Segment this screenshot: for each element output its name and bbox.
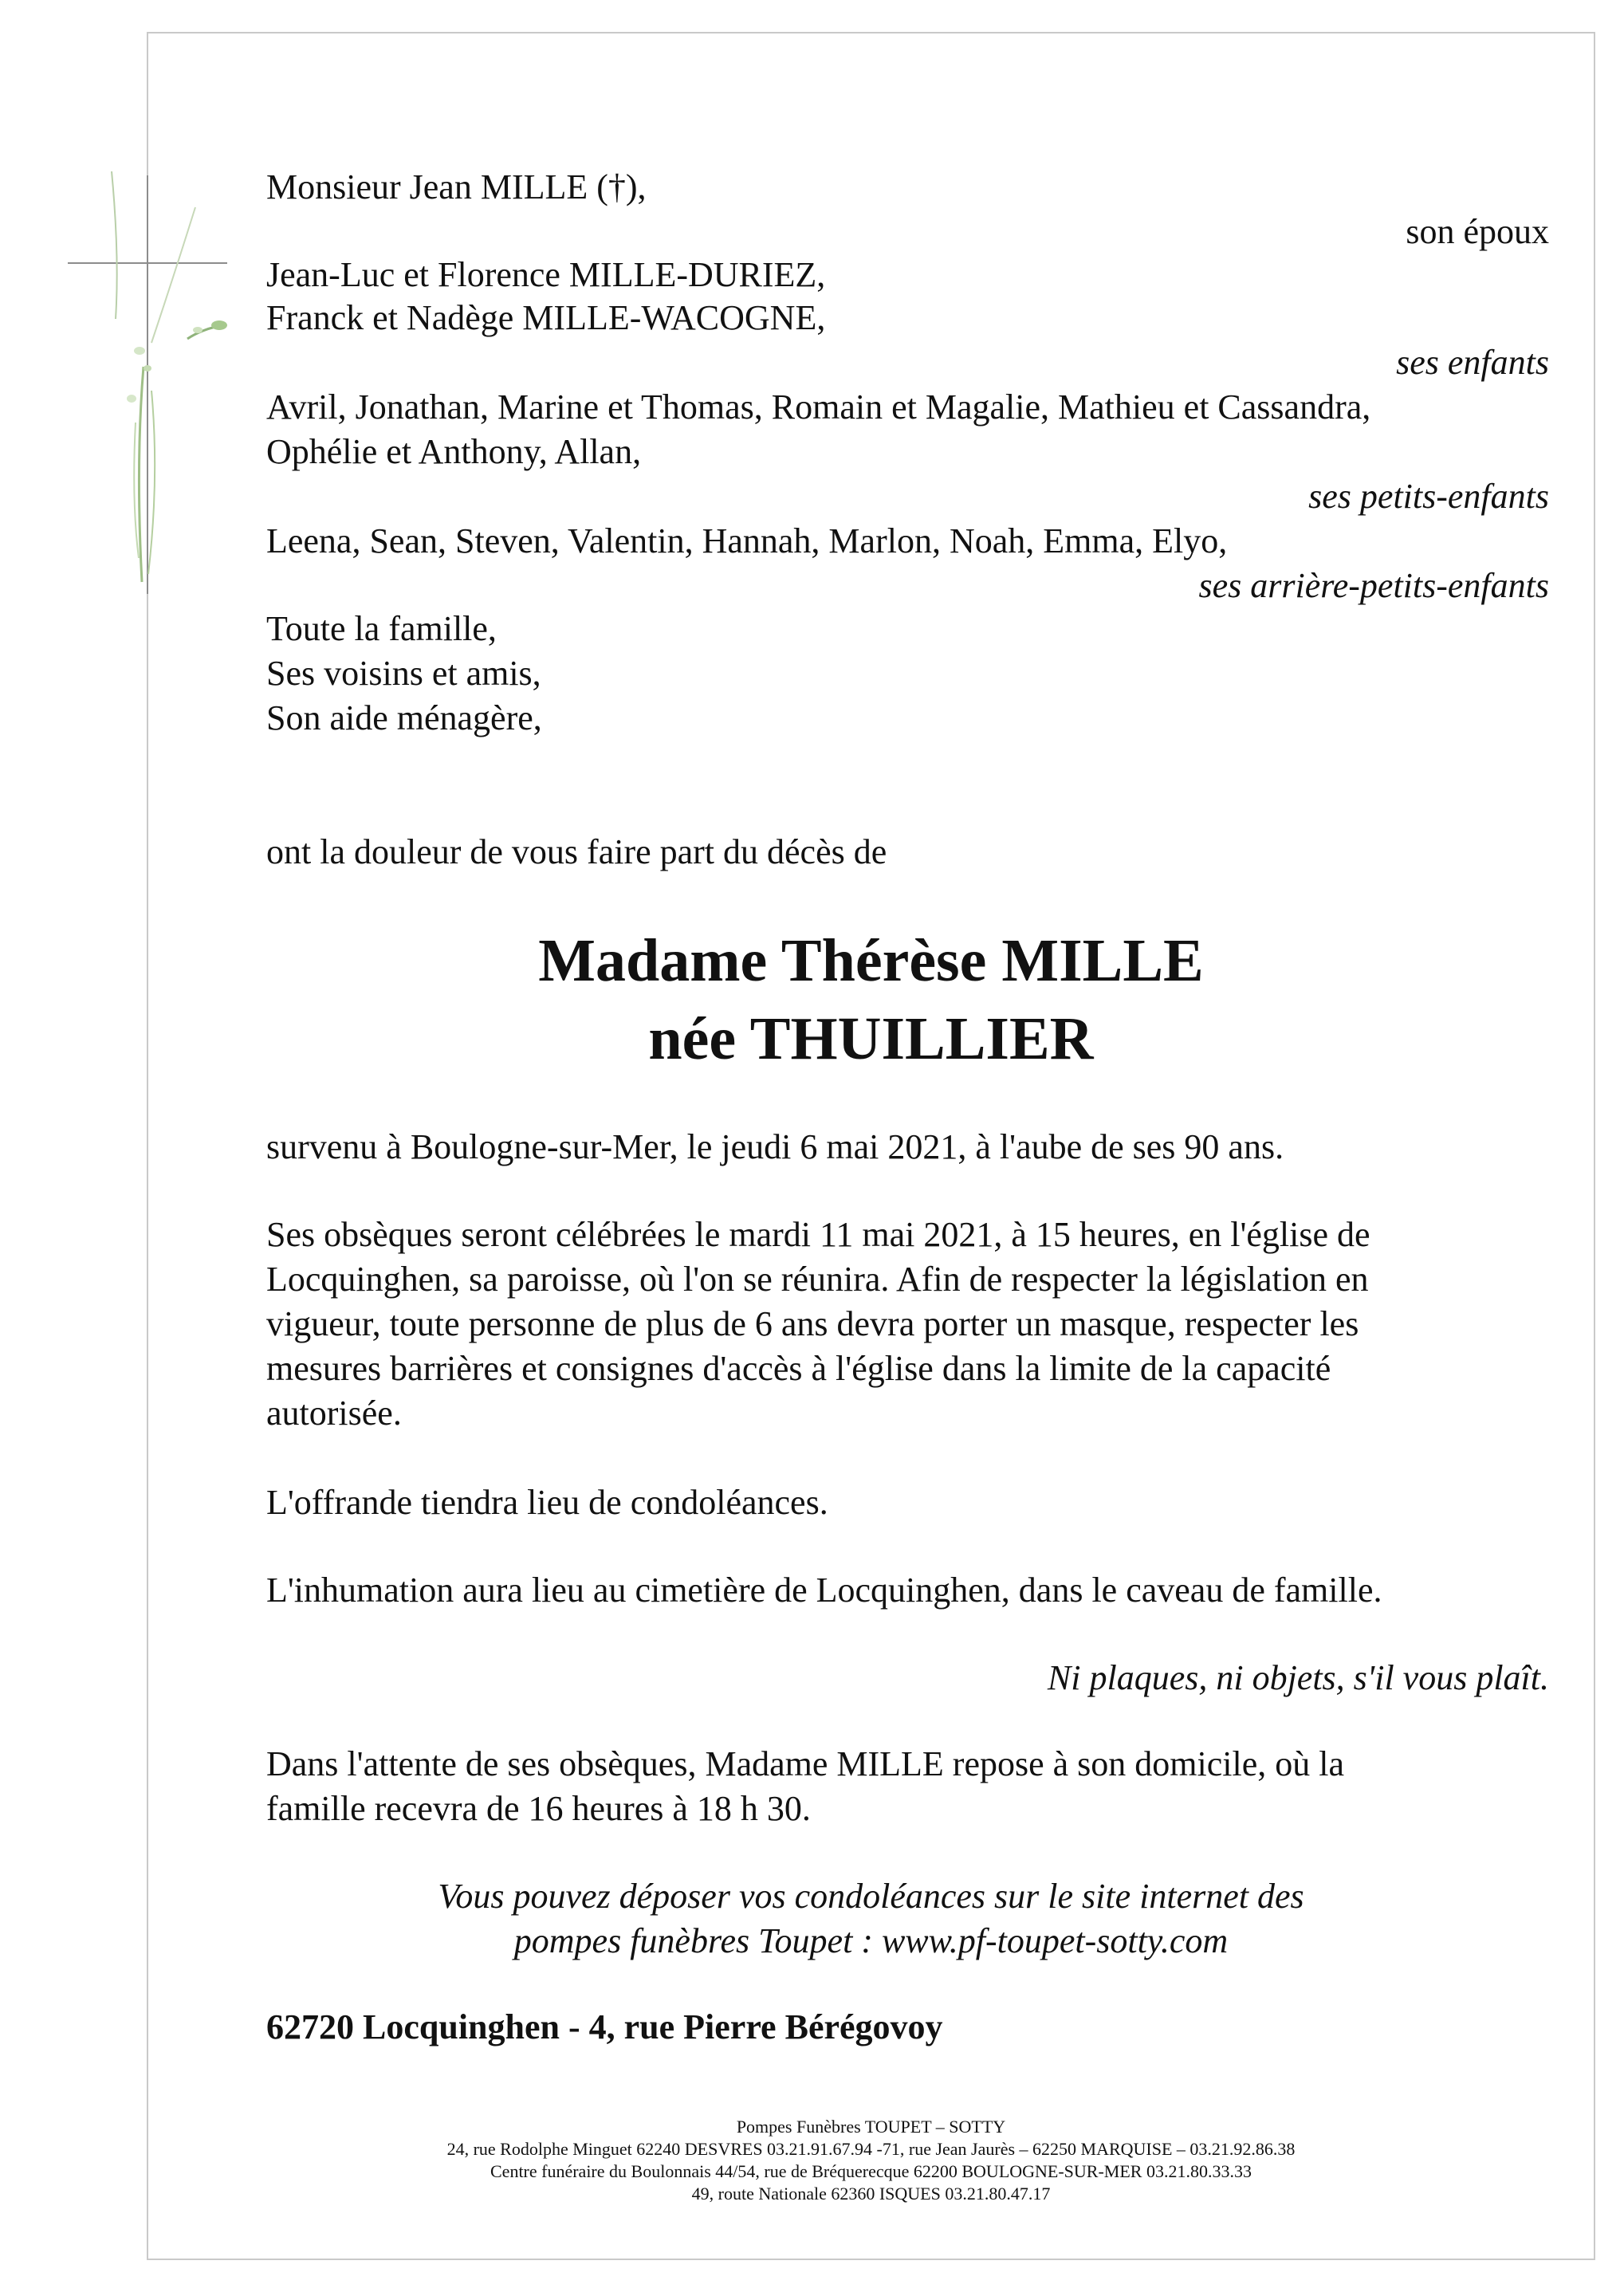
condolences-line-2: pompes funèbres Toupet : www.pf-toupet-sotty.com xyxy=(513,1921,1229,1960)
grandchildren-role: ses petits-enfants xyxy=(1308,477,1549,516)
address-line: 62720 Locquinghen - 4, rue Pierre Bérégovoy xyxy=(266,2007,943,2046)
funeral-line-2: Locquinghen, sa paroisse, où l'on se réunira. Afin de respecter la législation en xyxy=(266,1260,1369,1299)
death-line: survenu à Boulogne-sur-Mer, le jeudi 6 mai 2021, à l'aube de ses 90 ans. xyxy=(266,1127,1284,1166)
announcement: ont la douleur de vous faire part du décès de xyxy=(266,832,887,871)
spouse-role: son époux xyxy=(1406,212,1549,251)
family-line: Toute la famille, xyxy=(266,609,497,648)
rest-line-1: Dans l'attente de ses obsèques, Madame MILLE repose à son domicile, où la xyxy=(266,1744,1344,1783)
rest-line-2: famille recevra de 16 heures à 18 h 30. xyxy=(266,1789,811,1828)
spouse-name: Monsieur Jean MILLE (†), xyxy=(266,167,647,206)
child-line-2: Franck et Nadège MILLE-WACOGNE, xyxy=(266,298,826,337)
footer-company: Pompes Funèbres TOUPET – SOTTY xyxy=(736,2117,1006,2137)
footer-line-4: 49, route Nationale 62360 ISQUES 03.21.80.47.17 xyxy=(691,2184,1051,2204)
no-plaques-line: Ni plaques, ni objets, s'il vous plaît. xyxy=(1047,1658,1549,1697)
grandchildren-line-2: Ophélie et Anthony, Allan, xyxy=(266,432,642,471)
condolences-line-1: Vous pouvez déposer vos condoléances sur le site internet des xyxy=(438,1877,1304,1916)
grandchildren-line-1: Avril, Jonathan, Marine et Thomas, Romain et Magalie, Mathieu et Cassandra, xyxy=(266,387,1371,427)
deceased-maiden-name: née THUILLIER xyxy=(648,1005,1094,1072)
funeral-line-4: mesures barrières et consignes d'accès à l'église dans la limite de la capacité xyxy=(266,1349,1331,1388)
burial-line: L'inhumation aura lieu au cimetière de Locquinghen, dans le caveau de famille. xyxy=(266,1571,1382,1610)
footer-line-3: Centre funéraire du Boulonnais 44/54, rue de Bréquerecque 62200 BOULOGNE-SUR-MER 03.21.80.33.33 xyxy=(490,2161,1252,2181)
helper-line: Son aide ménagère, xyxy=(266,698,542,737)
funeral-line-3: vigueur, toute personne de plus de 6 ans devra porter un masque, respecter les xyxy=(266,1304,1359,1343)
deceased-name: Madame Thérèse MILLE xyxy=(538,927,1204,994)
great-grandchildren-role: ses arrière-petits-enfants xyxy=(1198,566,1549,605)
children-role: ses enfants xyxy=(1396,343,1549,382)
neighbors-line: Ses voisins et amis, xyxy=(266,654,541,693)
cross-flower-decoration xyxy=(56,159,263,606)
offering-line: L'offrande tiendra lieu de condoléances. xyxy=(266,1483,828,1522)
child-line-1: Jean-Luc et Florence MILLE-DURIEZ, xyxy=(266,255,826,294)
great-grandchildren: Leena, Sean, Steven, Valentin, Hannah, Marlon, Noah, Emma, Elyo, xyxy=(266,521,1228,560)
funeral-line-5: autorisée. xyxy=(266,1394,402,1433)
footer-line-2: 24, rue Rodolphe Minguet 62240 DESVRES 03.21.91.67.94 -71, rue Jean Jaurès – 62250 MARQUISE – 03.21.92.86.38 xyxy=(446,2139,1296,2159)
funeral-line-1: Ses obsèques seront célébrées le mardi 11 mai 2021, à 15 heures, en l'église de xyxy=(266,1215,1370,1254)
